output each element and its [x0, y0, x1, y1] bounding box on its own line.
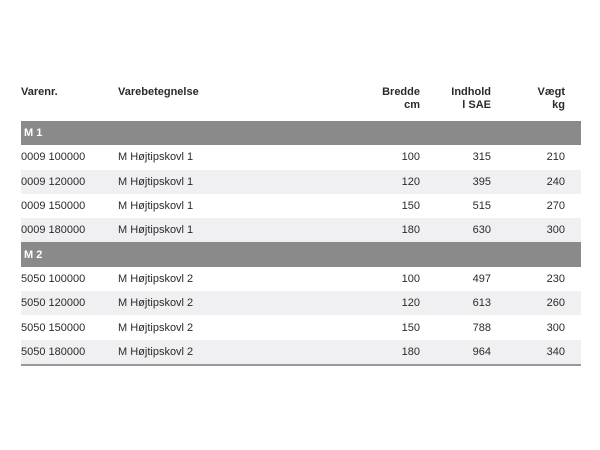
cell-betegnelse: M Højtipskovl 2: [118, 272, 194, 285]
table-row: [21, 170, 581, 194]
cell-betegnelse: M Højtipskovl 1: [118, 200, 194, 213]
cell-varenr: 0009 180000: [21, 224, 86, 237]
header-varenr: Varenr.: [21, 86, 58, 98]
cell-varenr: 0009 120000: [21, 175, 86, 188]
cell-varenr: 5050 100000: [21, 272, 86, 285]
cell-indhold: 315: [472, 151, 491, 164]
cell-indhold: 497: [472, 272, 491, 285]
cell-bredde: 150: [401, 321, 420, 334]
group-header: [21, 121, 581, 145]
header-varebetegnelse: Varebetegnelse: [118, 86, 199, 98]
cell-betegnelse: M Højtipskovl 1: [118, 151, 194, 164]
cell-indhold: 395: [472, 175, 491, 188]
cell-betegnelse: M Højtipskovl 2: [118, 321, 194, 334]
cell-vaegt: 300: [546, 321, 565, 334]
cell-vaegt: 300: [546, 224, 565, 237]
cell-indhold: 515: [472, 200, 491, 213]
cell-bredde: 120: [401, 175, 420, 188]
header-vaegt: [538, 86, 566, 112]
cell-bredde: 150: [401, 200, 420, 213]
cell-indhold: 788: [472, 321, 491, 334]
cell-bredde: 100: [401, 151, 420, 164]
cell-bredde: 180: [401, 224, 420, 237]
cell-vaegt: 230: [546, 272, 565, 285]
cell-varenr: 5050 180000: [21, 345, 86, 358]
table-body: [21, 121, 581, 364]
cell-vaegt: 270: [546, 200, 565, 213]
table-row: [21, 315, 581, 339]
header-vaegt-label: Vægt: [537, 86, 565, 98]
header-vaegt-unit: kg: [552, 99, 565, 111]
cell-varenr: 5050 150000: [21, 321, 86, 334]
table-row: [21, 145, 581, 169]
header-bredde-unit: cm: [404, 99, 420, 111]
header-bredde-label: Bredde: [382, 86, 420, 98]
header-indhold-unit: l SAE: [462, 99, 491, 111]
table-row: [21, 291, 581, 315]
table-row: [21, 340, 581, 364]
cell-betegnelse: M Højtipskovl 2: [118, 345, 194, 358]
cell-vaegt: 240: [546, 175, 565, 188]
product-table: [21, 86, 581, 366]
group-name: M 1: [24, 127, 43, 140]
table-row: [21, 194, 581, 218]
cell-varenr: 0009 150000: [21, 200, 86, 213]
table-header: [21, 86, 581, 121]
cell-indhold: 613: [472, 297, 491, 310]
cell-bredde: 180: [401, 345, 420, 358]
cell-betegnelse: M Højtipskovl 2: [118, 297, 194, 310]
cell-vaegt: 210: [546, 151, 565, 164]
cell-indhold: 630: [472, 224, 491, 237]
table-bottom-rule: [21, 364, 581, 366]
group-name: M 2: [24, 248, 43, 261]
cell-varenr: 5050 120000: [21, 297, 86, 310]
header-bredde: [382, 86, 420, 112]
cell-bredde: 100: [401, 272, 420, 285]
cell-betegnelse: M Højtipskovl 1: [118, 224, 194, 237]
cell-vaegt: 340: [546, 345, 565, 358]
header-indhold: [451, 86, 491, 112]
table-row: [21, 267, 581, 291]
cell-vaegt: 260: [546, 297, 565, 310]
cell-varenr: 0009 100000: [21, 151, 86, 164]
cell-bredde: 120: [401, 297, 420, 310]
table-row: [21, 218, 581, 242]
header-indhold-label: Indhold: [451, 86, 491, 98]
cell-indhold: 964: [472, 345, 491, 358]
group-header: [21, 242, 581, 266]
cell-betegnelse: M Højtipskovl 1: [118, 175, 194, 188]
